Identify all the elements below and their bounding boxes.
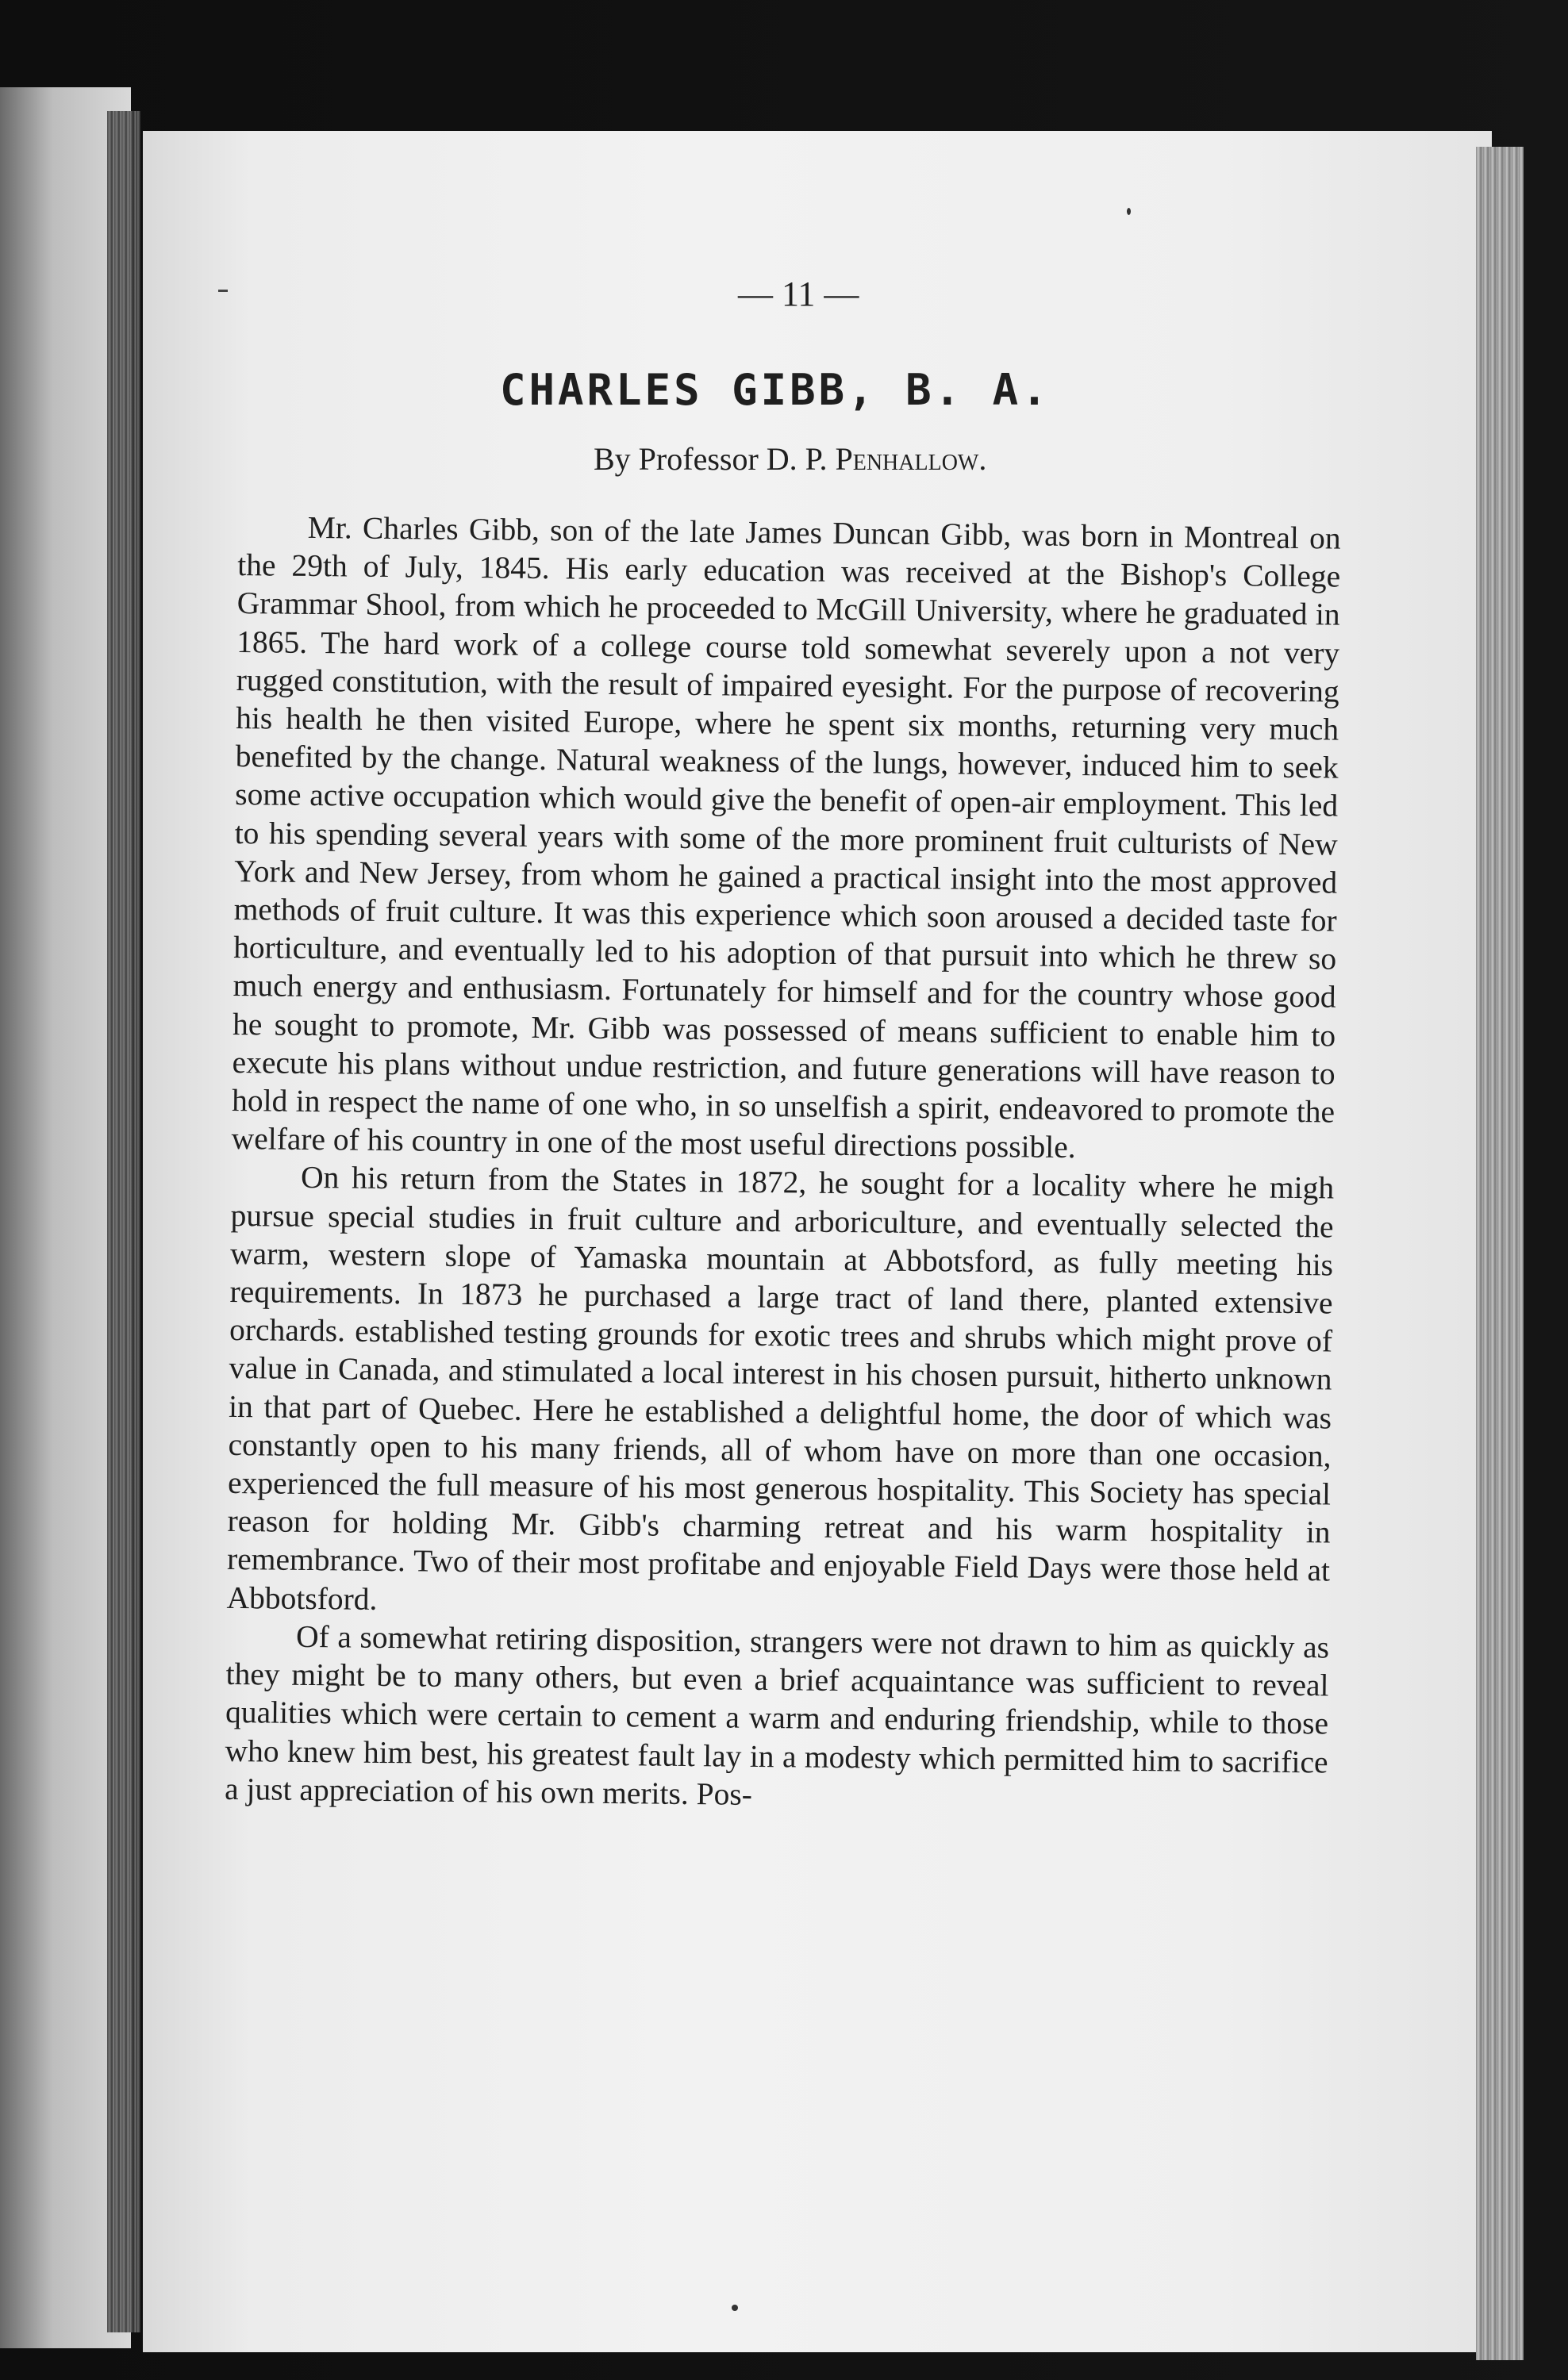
byline-author: Penhallow.: [835, 441, 987, 477]
paragraph: Of a somewhat retiring disposition, strangers were not drawn to him as quickly as they might be to many others, but even a brief acquaintance was sufficient to reveal qualities which were certain to cement a warm and enduring friendship, while to those who knew him best, his greatest fault lay in a modesty which permitted him to sacrifice a just appreciation of his own merits. Pos-: [224, 1618, 1330, 1812]
margin-mark: [218, 290, 228, 292]
article-title: CHARLES GIBB, B. A.: [500, 365, 1051, 415]
paragraph: Mr. Charles Gibb, son of the late James Duncan Gibb, was born in Montreal on the 29th of July, 1845. His early education was received at the Bishop's College Grammar Shool, from which he proceeded to McGill University, where he graduated in 1865. The hard work of a college course told somewhat severely upon a not very rugged constitution, with the result of impaired eyesight. For the purpose of recovering his health he then visited Europe, where he spent six months, returning very much benefited by the change. Natural weakness of the lungs, however, induced him to seek some active occupation which would give the benefit of open-air employment. This led to his spending several years with some of the more prominent fruit culturists of New York and New Jersey, from whom he gained a practical insight into the most approved methods of fruit culture. It was this experience which soon aroused a decided taste for horticulture, and eventually led to his adoption of that pursuit into which he threw so much energy and enthusiasm. Fortunately for himself and for the country whose good he sought to promote, Mr. Gibb was possessed of means sufficient to enable him to execute his plans without undue restriction, and future generations will have reason to hold in respect the name of one who, in so unselfish a spirit, endeavored to promote the welfare of his country in one of the most useful directions possible.: [231, 509, 1341, 1165]
page-number: — 11 —: [738, 274, 859, 313]
facing-page-edge: [107, 111, 140, 2332]
ink-speck: [1127, 208, 1131, 215]
byline: [594, 440, 986, 478]
article-body: [225, 508, 1341, 1819]
page-stack-edge: [1476, 147, 1524, 2360]
byline-prefix: By Professor D. P.: [594, 441, 828, 477]
ink-speck: [732, 2305, 738, 2311]
paragraph: On his return from the States in 1872, he sought for a locality where he migh pursue special studies in fruit culture and arboriculture, and eventually selected the warm, western slope of Yamaska mountain at Abbotsford, as fully meeting his requirements. In 1873 he purchased a large tract of land there, planted extensive orchards. established testing grounds for exotic trees and shrubs which might prove of value in Canada, and stimulated a local interest in his chosen pursuit, hitherto unknown in that part of Quebec. Here he established a delightful home, the door of which was constantly open to his many friends, all of whom have on more than one occasion, experienced the full measure of his most generous hospitality. This Society has special reason for holding Mr. Gibb's charming retreat and his warm hospitality in remembrance. Two of their most profitabe and enjoyable Field Days were those held at Abbotsford.: [226, 1160, 1335, 1617]
